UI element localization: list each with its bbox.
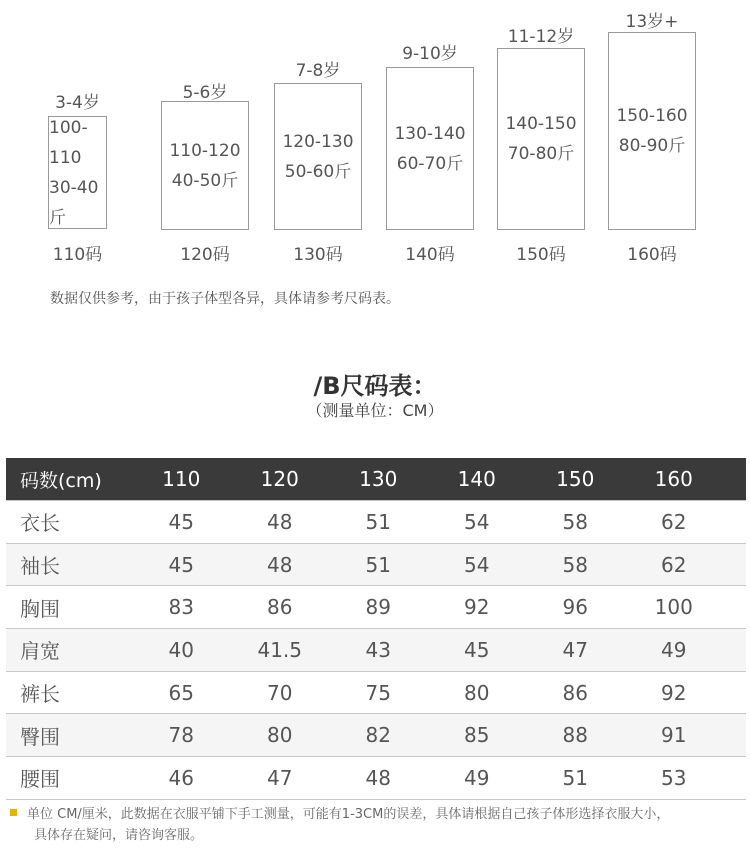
table-cell: 86 xyxy=(562,680,588,705)
table-cell: 58 xyxy=(562,552,588,577)
height-range: 120-130 xyxy=(282,131,354,152)
bullet-square-icon xyxy=(10,809,17,816)
header-cell: 110 xyxy=(162,467,201,491)
age-label: 3-4岁 xyxy=(55,93,100,113)
header-cell: 120 xyxy=(260,467,299,491)
table-cell: 70 xyxy=(267,680,293,705)
age-column-1 xyxy=(48,0,107,280)
table-row xyxy=(6,629,746,672)
table-title: /B尺码表： xyxy=(313,372,437,400)
size-box xyxy=(274,83,362,230)
table-cell: 58 xyxy=(562,509,588,534)
table-cell: 62 xyxy=(661,552,687,577)
table-cell: 85 xyxy=(464,723,490,748)
table-cell: 89 xyxy=(365,595,391,620)
size-label: 150码 xyxy=(516,245,566,265)
age-column-6 xyxy=(608,0,696,280)
table-cell: 62 xyxy=(661,509,687,534)
age-column-3 xyxy=(274,0,362,280)
table-row xyxy=(6,544,746,587)
table-cell: 48 xyxy=(267,509,293,534)
footnote-text-1: 单位 CM/厘米，此数据在衣服平铺下手工测量，可能有1-3CM的误差，具体请根据自己孩子体形选择衣服大小， xyxy=(27,807,670,822)
table-cell: 51 xyxy=(562,765,588,790)
table-row xyxy=(6,672,746,715)
table-cell: 96 xyxy=(562,595,588,620)
table-cell: 46 xyxy=(168,765,194,790)
table-cell: 82 xyxy=(365,723,391,748)
age-column-4 xyxy=(386,0,474,280)
size-box xyxy=(497,48,585,230)
weight-range: 80-90斤 xyxy=(618,136,686,156)
height-range: 110-120 xyxy=(169,140,241,161)
table-row xyxy=(6,757,746,800)
table-cell: 49 xyxy=(464,765,490,790)
table-cell: 47 xyxy=(562,637,588,662)
table-cell: 88 xyxy=(562,723,588,748)
table-cell: 78 xyxy=(168,723,194,748)
size-box xyxy=(48,116,107,229)
table-cell: 41.5 xyxy=(257,637,303,662)
size-label: 130码 xyxy=(293,245,343,265)
size-box xyxy=(608,32,696,230)
reference-note: 数据仅供参考，由于孩子体型各异，具体请参考尺码表。 xyxy=(50,291,400,307)
size-box xyxy=(161,101,249,230)
age-label: 13岁+ xyxy=(625,12,679,32)
age-column-2 xyxy=(161,0,249,280)
row-label: 衣长 xyxy=(20,511,60,536)
table-cell: 86 xyxy=(267,595,293,620)
table-cell: 48 xyxy=(365,765,391,790)
table-cell: 51 xyxy=(365,509,391,534)
table-cell: 54 xyxy=(464,509,490,534)
table-cell: 92 xyxy=(661,680,687,705)
weight-range: 60-70斤 xyxy=(396,153,464,174)
table-cell: 49 xyxy=(661,637,687,662)
weight-range: 50-60斤 xyxy=(284,161,352,182)
size-table xyxy=(6,458,746,800)
table-row xyxy=(6,501,746,544)
table-subtitle: （测量单位：CM） xyxy=(306,401,444,420)
table-cell: 65 xyxy=(168,680,194,705)
table-cell: 53 xyxy=(661,765,687,790)
table-cell: 75 xyxy=(365,680,391,705)
table-row xyxy=(6,714,746,757)
size-box xyxy=(386,67,474,230)
table-cell: 80 xyxy=(267,723,293,748)
size-label: 110码 xyxy=(52,245,103,265)
footnote xyxy=(10,804,740,846)
size-label: 160码 xyxy=(627,245,677,265)
table-cell: 48 xyxy=(267,552,293,577)
footnote-text-2: 具体存在疑问，请咨询客服。 xyxy=(34,828,204,843)
age-label: 9-10岁 xyxy=(402,44,458,64)
row-label: 胸围 xyxy=(20,596,60,621)
table-cell: 45 xyxy=(168,509,194,534)
table-body xyxy=(6,500,746,800)
age-column-5 xyxy=(497,0,585,280)
weight-range: 40-50斤 xyxy=(171,170,239,191)
height-range: 130-140 xyxy=(394,123,466,144)
footnote-line-1 xyxy=(10,804,740,825)
header-cell: 160 xyxy=(654,467,693,491)
height-range: 140-150 xyxy=(505,114,577,134)
row-label: 肩宽 xyxy=(20,639,60,664)
row-label: 袖长 xyxy=(20,554,60,579)
table-cell: 51 xyxy=(365,552,391,577)
row-label: 臀围 xyxy=(20,724,60,749)
table-cell: 45 xyxy=(464,637,490,662)
table-cell: 91 xyxy=(661,723,687,748)
table-cell: 47 xyxy=(267,765,293,790)
table-cell: 40 xyxy=(168,637,194,662)
size-label: 120码 xyxy=(180,245,230,265)
table-cell: 45 xyxy=(168,552,194,577)
row-label: 裤长 xyxy=(20,682,60,707)
size-label: 140码 xyxy=(405,245,455,265)
age-label: 11-12岁 xyxy=(507,27,575,47)
weight-range: 70-80斤 xyxy=(507,144,575,164)
age-label: 7-8岁 xyxy=(295,61,341,81)
age-label: 5-6岁 xyxy=(182,83,228,103)
header-cell: 140 xyxy=(457,467,496,491)
table-cell: 80 xyxy=(464,680,490,705)
table-header-row xyxy=(6,458,746,500)
height-range: 150-160 xyxy=(616,106,688,126)
table-row xyxy=(6,586,746,629)
weight-range: 30-40斤 xyxy=(49,177,99,228)
table-cell: 92 xyxy=(464,595,490,620)
table-cell: 100 xyxy=(654,595,693,620)
header-cell: 150 xyxy=(556,467,595,491)
table-cell: 54 xyxy=(464,552,490,577)
height-range: 100-110 xyxy=(49,117,88,168)
row-label: 腰围 xyxy=(20,767,60,792)
table-cell: 43 xyxy=(365,637,391,662)
age-size-chart xyxy=(0,0,750,280)
header-cell: 码数(cm) xyxy=(20,469,102,492)
table-cell: 83 xyxy=(168,595,194,620)
header-cell: 130 xyxy=(359,467,398,491)
